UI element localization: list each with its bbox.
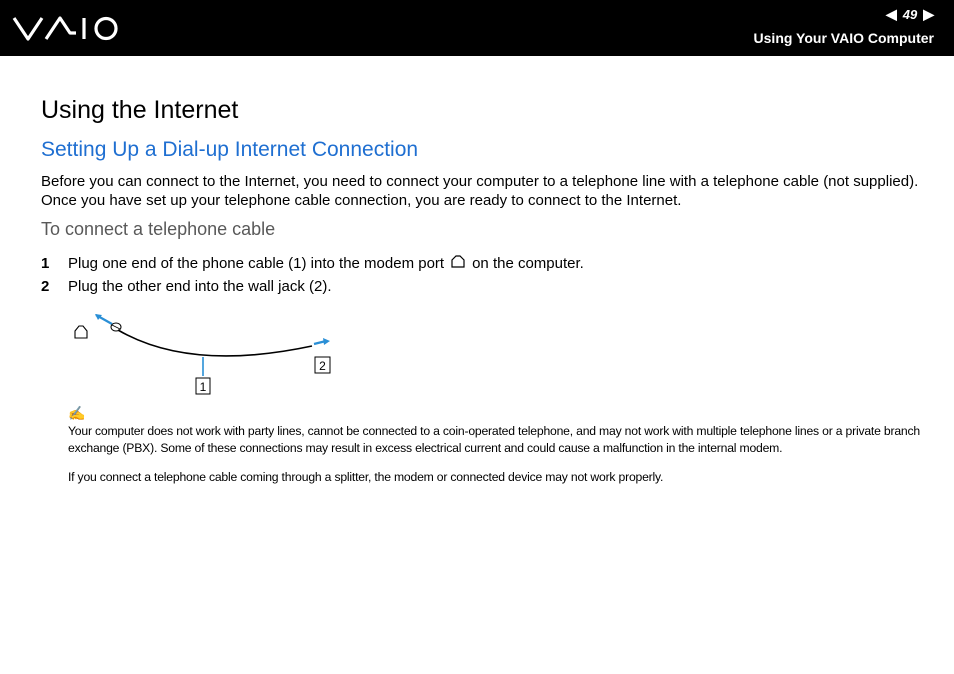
section-title: Using Your VAIO Computer [753,30,934,46]
step-1 [41,253,584,274]
page-number: 49 [902,7,918,22]
step-number: 1 [41,255,50,272]
modem-port-icon [450,253,466,274]
phone-cable [118,330,312,356]
callout-label-1-text: 1 [199,380,207,394]
callout-label-1 [196,378,210,394]
vaio-logo [12,13,122,48]
step-text: Plug the other end into the wall jack (2). [68,278,332,295]
modem-port-icon [75,326,87,338]
note-pencil-icon: ✍ [68,405,86,421]
callout-label-2 [315,357,330,373]
note-paragraph-1: Your computer does not work with party lines, cannot be connected to a coin-operated telephone, and may not work with multiple telephone lines or a private branch exchange (PBX). Some of these connections may result in excess electrical current and could cause a malfunction in the internal modem. [68,424,920,455]
blue-arrow-left-icon [95,314,112,324]
next-page-arrow-icon[interactable]: ▶ [923,6,934,22]
page-header [0,0,954,56]
step-2 [41,277,331,296]
blue-arrow-right-icon [314,338,330,345]
step-text: Plug one end of the phone cable (1) into the modem port [68,255,445,272]
callout-label-2-text: 2 [319,359,326,373]
page-navigation [886,6,934,23]
step-text-end: on the computer. [472,255,584,272]
page-subtitle: Setting Up a Dial-up Internet Connection [41,138,419,161]
phone-plug-icon [111,323,121,331]
cable-diagram [70,310,350,405]
procedure-title: To connect a telephone cable [41,219,276,239]
step-number: 2 [41,278,50,295]
intro-paragraph: Before you can connect to the Internet, you need to connect your computer to a telephone line with a telephone cable (not supplied). Once you have set up your telephone cable connection, you are ready to connect to the Internet. [41,173,919,209]
note-paragraph-2: If you connect a telephone cable coming through a splitter, the modem or connected device may not work properly. [68,470,664,484]
previous-page-arrow-icon[interactable]: ◀ [885,6,897,22]
page-title: Using the Internet [41,96,239,124]
